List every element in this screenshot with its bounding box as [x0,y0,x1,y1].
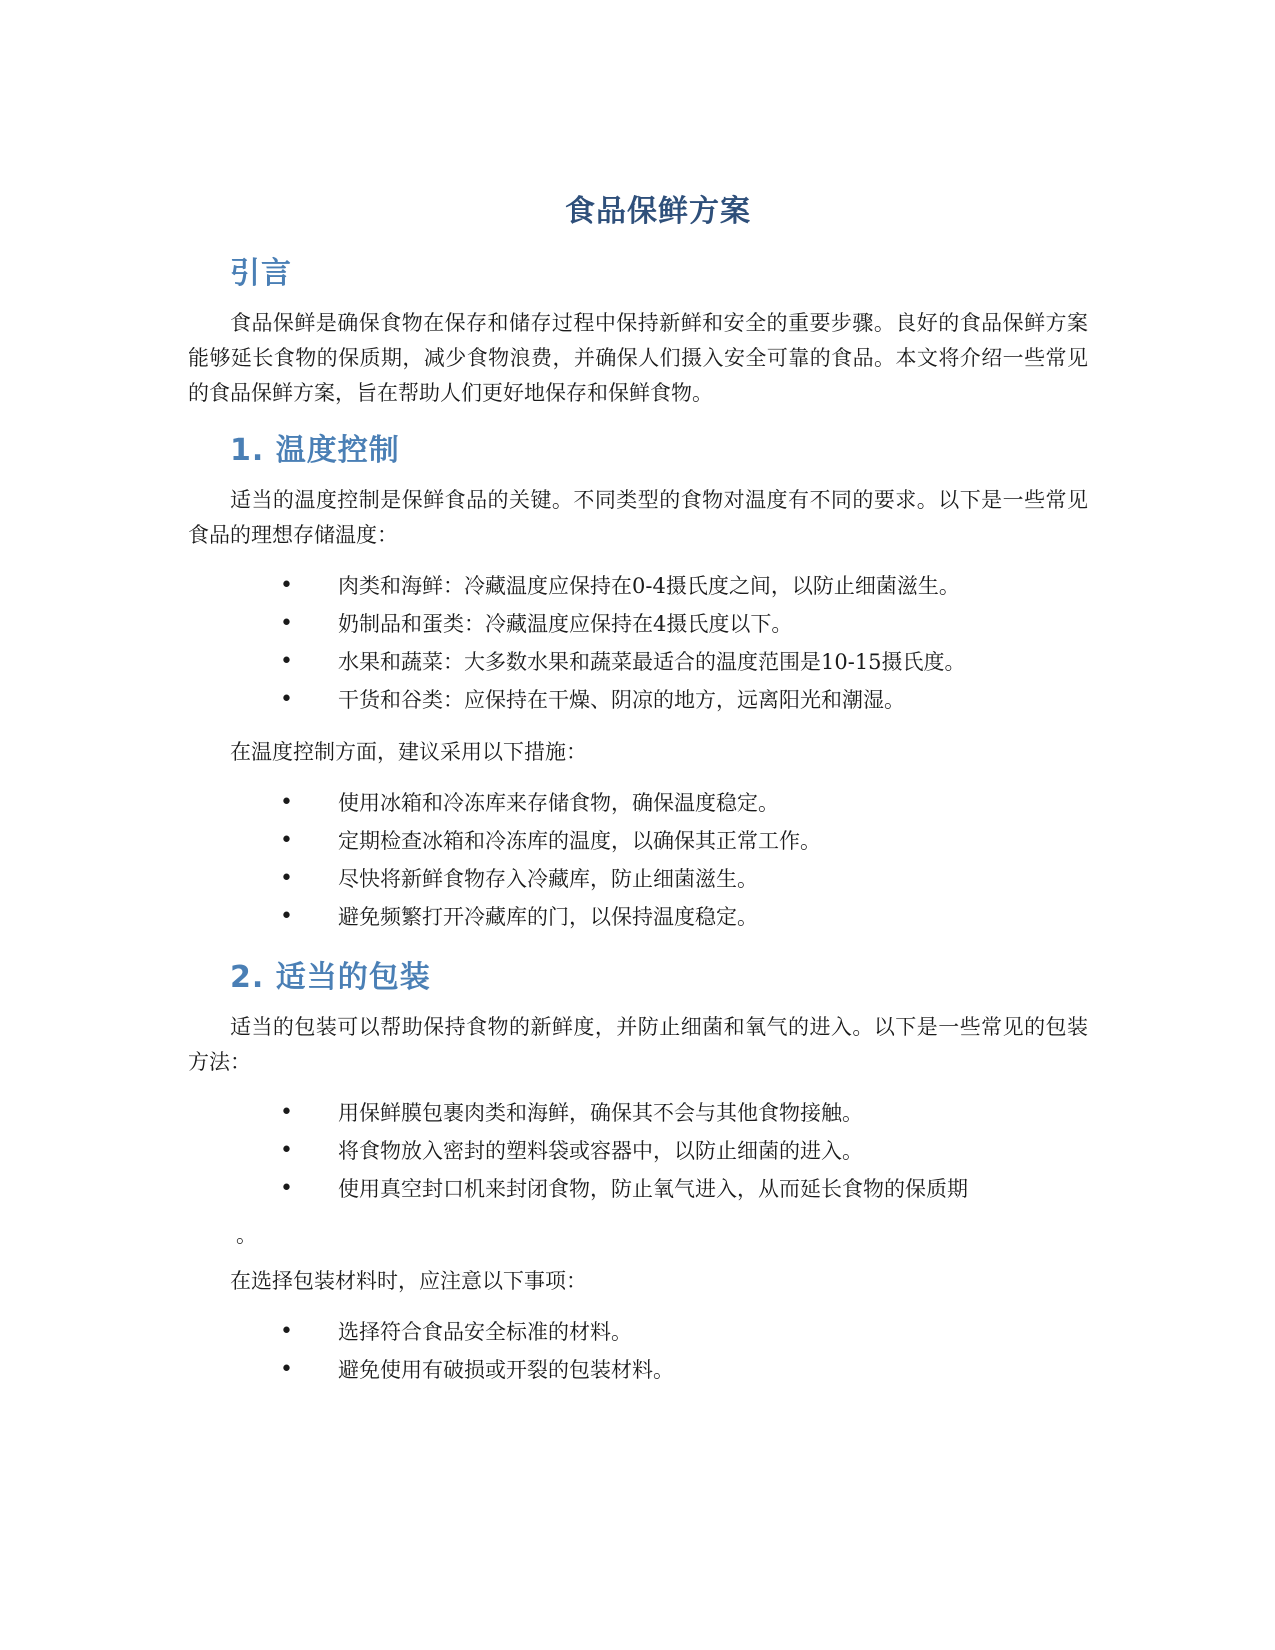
list-item: • 奶制品和蛋类：冷藏温度应保持在4摄氏度以下。 [188,605,1088,643]
list-item: • 选择符合食品安全标准的材料。 [188,1313,1088,1351]
bullet-icon: • [280,1100,293,1125]
list-item: • 使用真空封口机来封闭食物，防止氧气进入，从而延长食物的保质期 [188,1170,1088,1208]
list-item: • 水果和蔬菜：大多数水果和蔬菜最适合的温度范围是10-15摄氏度。 [188,643,1088,681]
section1-storage-list [188,567,1088,719]
list-item: • 定期检查冰箱和冷冻库的温度，以确保其正常工作。 [188,822,1088,860]
intro-paragraph: 食品保鲜是确保食物在保存和储存过程中保持新鲜和安全的重要步骤。良好的食品保鲜方案能够延长食物的保质期，减少食物浪费，并确保人们摄入安全可靠的食品。本文将介绍一些常见的食品保鲜方案，旨在帮助人们更好地保存和保鲜食物。 [188,311,1088,405]
section2-lead: 在选择包装材料时，应注意以下事项： [230,1269,587,1293]
bullet-icon: • [280,573,293,598]
bullet-icon: • [280,1357,293,1382]
bullet-icon: • [280,866,293,891]
bullet-icon: • [280,1319,293,1344]
section2-paragraph: 适当的包装可以帮助保持食物的新鲜度，并防止细菌和氧气的进入。以下是一些常见的包装方法： [188,1015,1088,1074]
list-item: • 尽快将新鲜食物存入冷藏库，防止细菌滋生。 [188,860,1088,898]
list-item: • 用保鲜膜包裹肉类和海鲜，确保其不会与其他食物接触。 [188,1094,1088,1132]
document-title: 食品保鲜方案 [565,194,751,229]
list-item: • 肉类和海鲜：冷藏温度应保持在0-4摄氏度之间，以防止细菌滋生。 [188,567,1088,605]
section2-packaging-list [188,1094,1088,1208]
list-item: • 干货和谷类：应保持在干燥、阴凉的地方，远离阳光和潮湿。 [188,681,1088,719]
list-item: • 避免频繁打开冷藏库的门，以保持温度稳定。 [188,898,1088,936]
bullet-icon: • [280,904,293,929]
section1-lead: 在温度控制方面，建议采用以下措施： [230,740,587,764]
section2-materials-list [188,1313,1088,1389]
bullet-icon: • [280,790,293,815]
bullet-icon: • [280,1138,293,1163]
section2-heading: 2. 适当的包装 [230,960,431,995]
bullet-icon: • [280,1176,293,1201]
intro-heading: 引言 [230,256,292,291]
list-item: • 将食物放入密封的塑料袋或容器中，以防止细菌的进入。 [188,1132,1088,1170]
list-item: • 使用冰箱和冷冻库来存储食物，确保温度稳定。 [188,784,1088,822]
section1-measures-list [188,784,1088,936]
section1-heading: 1. 温度控制 [230,433,400,468]
section1-paragraph: 适当的温度控制是保鲜食品的关键。不同类型的食物对温度有不同的要求。以下是一些常见食品的理想存储温度： [188,488,1088,547]
bullet-icon: • [280,687,293,712]
document-page [188,186,1088,1405]
list-item-tail: 。 [236,1223,257,1247]
bullet-icon: • [280,828,293,853]
bullet-icon: • [280,611,293,636]
list-item: • 避免使用有破损或开裂的包装材料。 [188,1351,1088,1389]
bullet-icon: • [280,649,293,674]
